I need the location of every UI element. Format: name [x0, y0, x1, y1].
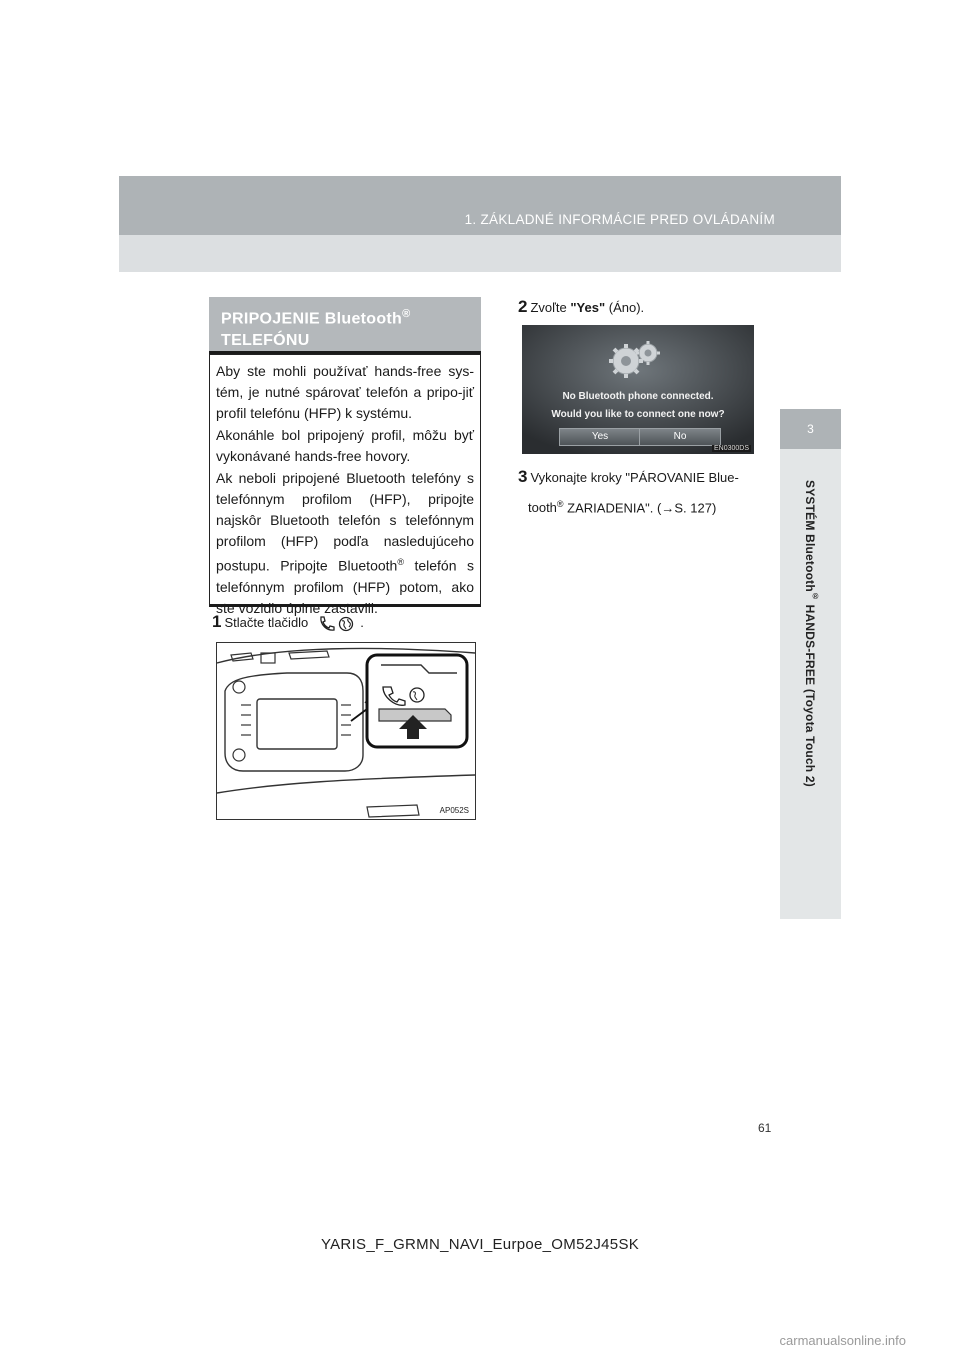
- screen-message-line2: Would you like to connect one now?: [551, 409, 725, 420]
- chapter-side-text: [796, 480, 820, 900]
- phone-globe-button-icon: [318, 616, 354, 632]
- screen-yes-button: Yes: [559, 428, 641, 446]
- page-number: 61: [758, 1121, 772, 1135]
- step-3-sup: ®: [556, 499, 564, 509]
- step-2-yes-label: "Yes": [570, 300, 606, 315]
- intro-paragraph-2: Akonáhle bol pripojený profil, môžu byť vykonávané hands-free hovory.: [216, 427, 474, 464]
- intro-box: [209, 354, 481, 616]
- screen-no-button: No: [639, 428, 721, 446]
- step-1-end: .: [360, 615, 364, 630]
- screen-message-line1: No Bluetooth phone connected.: [562, 391, 714, 402]
- intro-paragraph-1: Aby ste mohli používať hands-free sys-tém, je nutné spárovať telefón a pripo-jiť profil telefónu (HFP) k systému.: [216, 363, 474, 421]
- screen-figure-code: EN0300DS: [713, 445, 749, 452]
- step-3-text-b: tooth: [528, 500, 557, 516]
- dashboard-figure-code: AP052S: [439, 806, 469, 815]
- step-3-text-c: ZARIADENIA". (→S. 127): [563, 500, 717, 516]
- side-text-sup: ®: [811, 591, 820, 602]
- step-2-text-a: Zvoľte: [530, 300, 571, 315]
- watermark: carmanualsonline.info: [779, 1333, 906, 1348]
- step-3-text-a: Vykonajte kroky "PÁROVANIE Blue-: [530, 470, 739, 485]
- section-heading-text: [221, 303, 411, 352]
- footer-code: YARIS_F_GRMN_NAVI_Eurpoe_OM52J45SK: [320, 1236, 640, 1253]
- dashboard-figure: [216, 642, 476, 820]
- screen-figure: [522, 325, 754, 454]
- section-heading: [209, 297, 481, 354]
- step-2: [518, 297, 644, 317]
- intro-paragraph-3-sup: ®: [397, 557, 404, 567]
- side-text-rest: HANDS-FREE (Toyota Touch 2): [803, 601, 817, 787]
- chapter-header-bar: [119, 176, 841, 235]
- step-3-number: 3: [518, 467, 528, 486]
- intro-paragraph-3b: telefón s telefónnym profilom (HFP) potom, ako ste vozidlo úplne zastavili.: [216, 557, 474, 616]
- dashboard-illustration: [217, 643, 475, 819]
- intro-paragraph-3: [216, 468, 474, 619]
- chapter-tab: [780, 409, 841, 449]
- side-text-main: SYSTÉM Bluetooth: [803, 480, 817, 592]
- section-title-line2: TELEFÓNU: [221, 332, 310, 350]
- step-2-text-b: (Áno).: [605, 300, 645, 315]
- section-title-line1: PRIPOJENIE Bluetooth: [221, 310, 403, 328]
- step-2-number: 2: [518, 297, 528, 316]
- intro-paragraph-3a: Ak neboli pripojené Bluetooth telefóny s telefónnym profilom (HFP), pripojte najskôr Bluetooth telefón s telefónnym profilom (HFP) podľa nasledujúceho postupu. Pripojte Bluetooth: [216, 470, 474, 574]
- step-3: [518, 464, 748, 521]
- step-1-text: Stlačte tlačidlo: [224, 615, 309, 630]
- chapter-tab-number: 3: [807, 422, 814, 436]
- step-1: [212, 612, 364, 632]
- globe-icon: [338, 616, 354, 632]
- phone-icon: [318, 616, 336, 632]
- step-1-number: 1: [212, 612, 222, 631]
- chapter-header: [119, 176, 841, 272]
- section-title-sup: ®: [402, 308, 411, 320]
- chapter-title: 1. ZÁKLADNÉ INFORMÁCIE PRED OVLÁDANÍM: [464, 212, 775, 227]
